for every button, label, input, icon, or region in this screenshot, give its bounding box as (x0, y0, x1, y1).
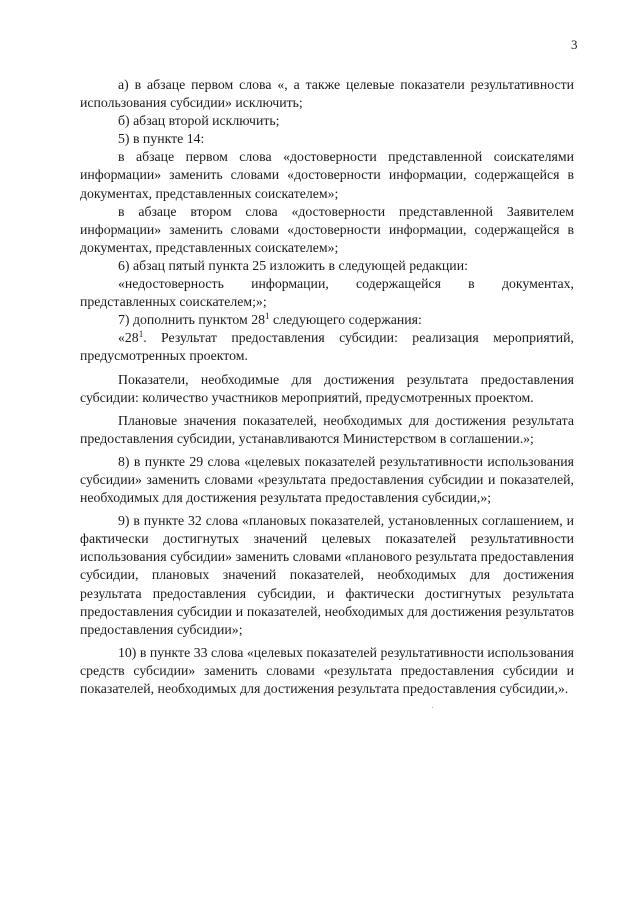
paragraph-indicators: Показатели, необходимые для достижения результата предоставления субсидии: количество участников мероприятий, предусмотренных проектом. (80, 371, 574, 405)
item-28-prefix: «28 (118, 330, 139, 346)
paragraph-item-5: 5) в пункте 14: (118, 131, 205, 147)
paragraph-b: б) абзац второй исключить; (118, 113, 280, 129)
item-7-superscript: 1 (265, 311, 270, 322)
item-7-tail: следующего содержания: (269, 312, 422, 328)
paragraph-item-8: 8) в пункте 29 слова «целевых показателей результативности использования субсидии» заменить словами «результата предоставления субсидии и показателей, необходимых для достижения результата предоставления субсидии,»; (80, 453, 574, 506)
paragraph-item-5-first: в абзаце первом слова «достоверности представленной соискателями информации» заменить словами «достоверности информации, содержащейся в документах, представленных соискателем»; (80, 149, 574, 201)
paragraph-item-7 (80, 311, 574, 329)
paragraph-item-5-second: в абзаце втором слова «достоверности представленной Заявителем информации» заменить словами «достоверности информации, содержащейся в документах, представленных соискателем»; (80, 203, 574, 255)
paragraph-item-9: 9) в пункте 32 слова «плановых показателей, установленных соглашением, и фактически достигнутых значений целевых показателей результативности использования субсидии» заменить словами «планового результата предоставления субсидии, плановых значений показателей, необходимых для достижения результата предоставления субсидии, и фактически достигнутых результата предоставления субсидии и показателей, необходимых для достижения результатов предоставления субсидии»; (80, 513, 574, 637)
item-28-text: . Результат предоставления субсидии: реализация мероприятий, предусмотренных проектом. (80, 330, 574, 364)
item-28-superscript: 1 (138, 329, 144, 340)
paragraph-item-6: 6) абзац пятый пункта 25 изложить в следующей редакции: (118, 257, 468, 273)
page-number: 3 (571, 37, 578, 52)
scan-speck (432, 707, 433, 708)
document-body (80, 76, 574, 698)
paragraph-item-28-1 (80, 329, 574, 365)
paragraph-a: а) в абзаце первом слова «, а также целевые показатели результативности использования субсидии» исключить; (80, 77, 574, 111)
item-7-text: 7) дополнить пунктом 28 (118, 312, 266, 328)
paragraph-planned-values: Плановые значения показателей, необходимых для достижения результата предоставления субсидии, устанавливаются Министерством в соглашении.»; (80, 412, 574, 446)
paragraph-item-10: 10) в пункте 33 слова «целевых показателей результативности использования средств субсидии» заменить словами «результата предоставления субсидии и показателей, необходимых для достижения результата предоставления субсидии,». (80, 644, 574, 696)
paragraph-item-6-text: «недостоверность информации, содержащейся в документах, представленных соискателем;»; (80, 276, 574, 310)
